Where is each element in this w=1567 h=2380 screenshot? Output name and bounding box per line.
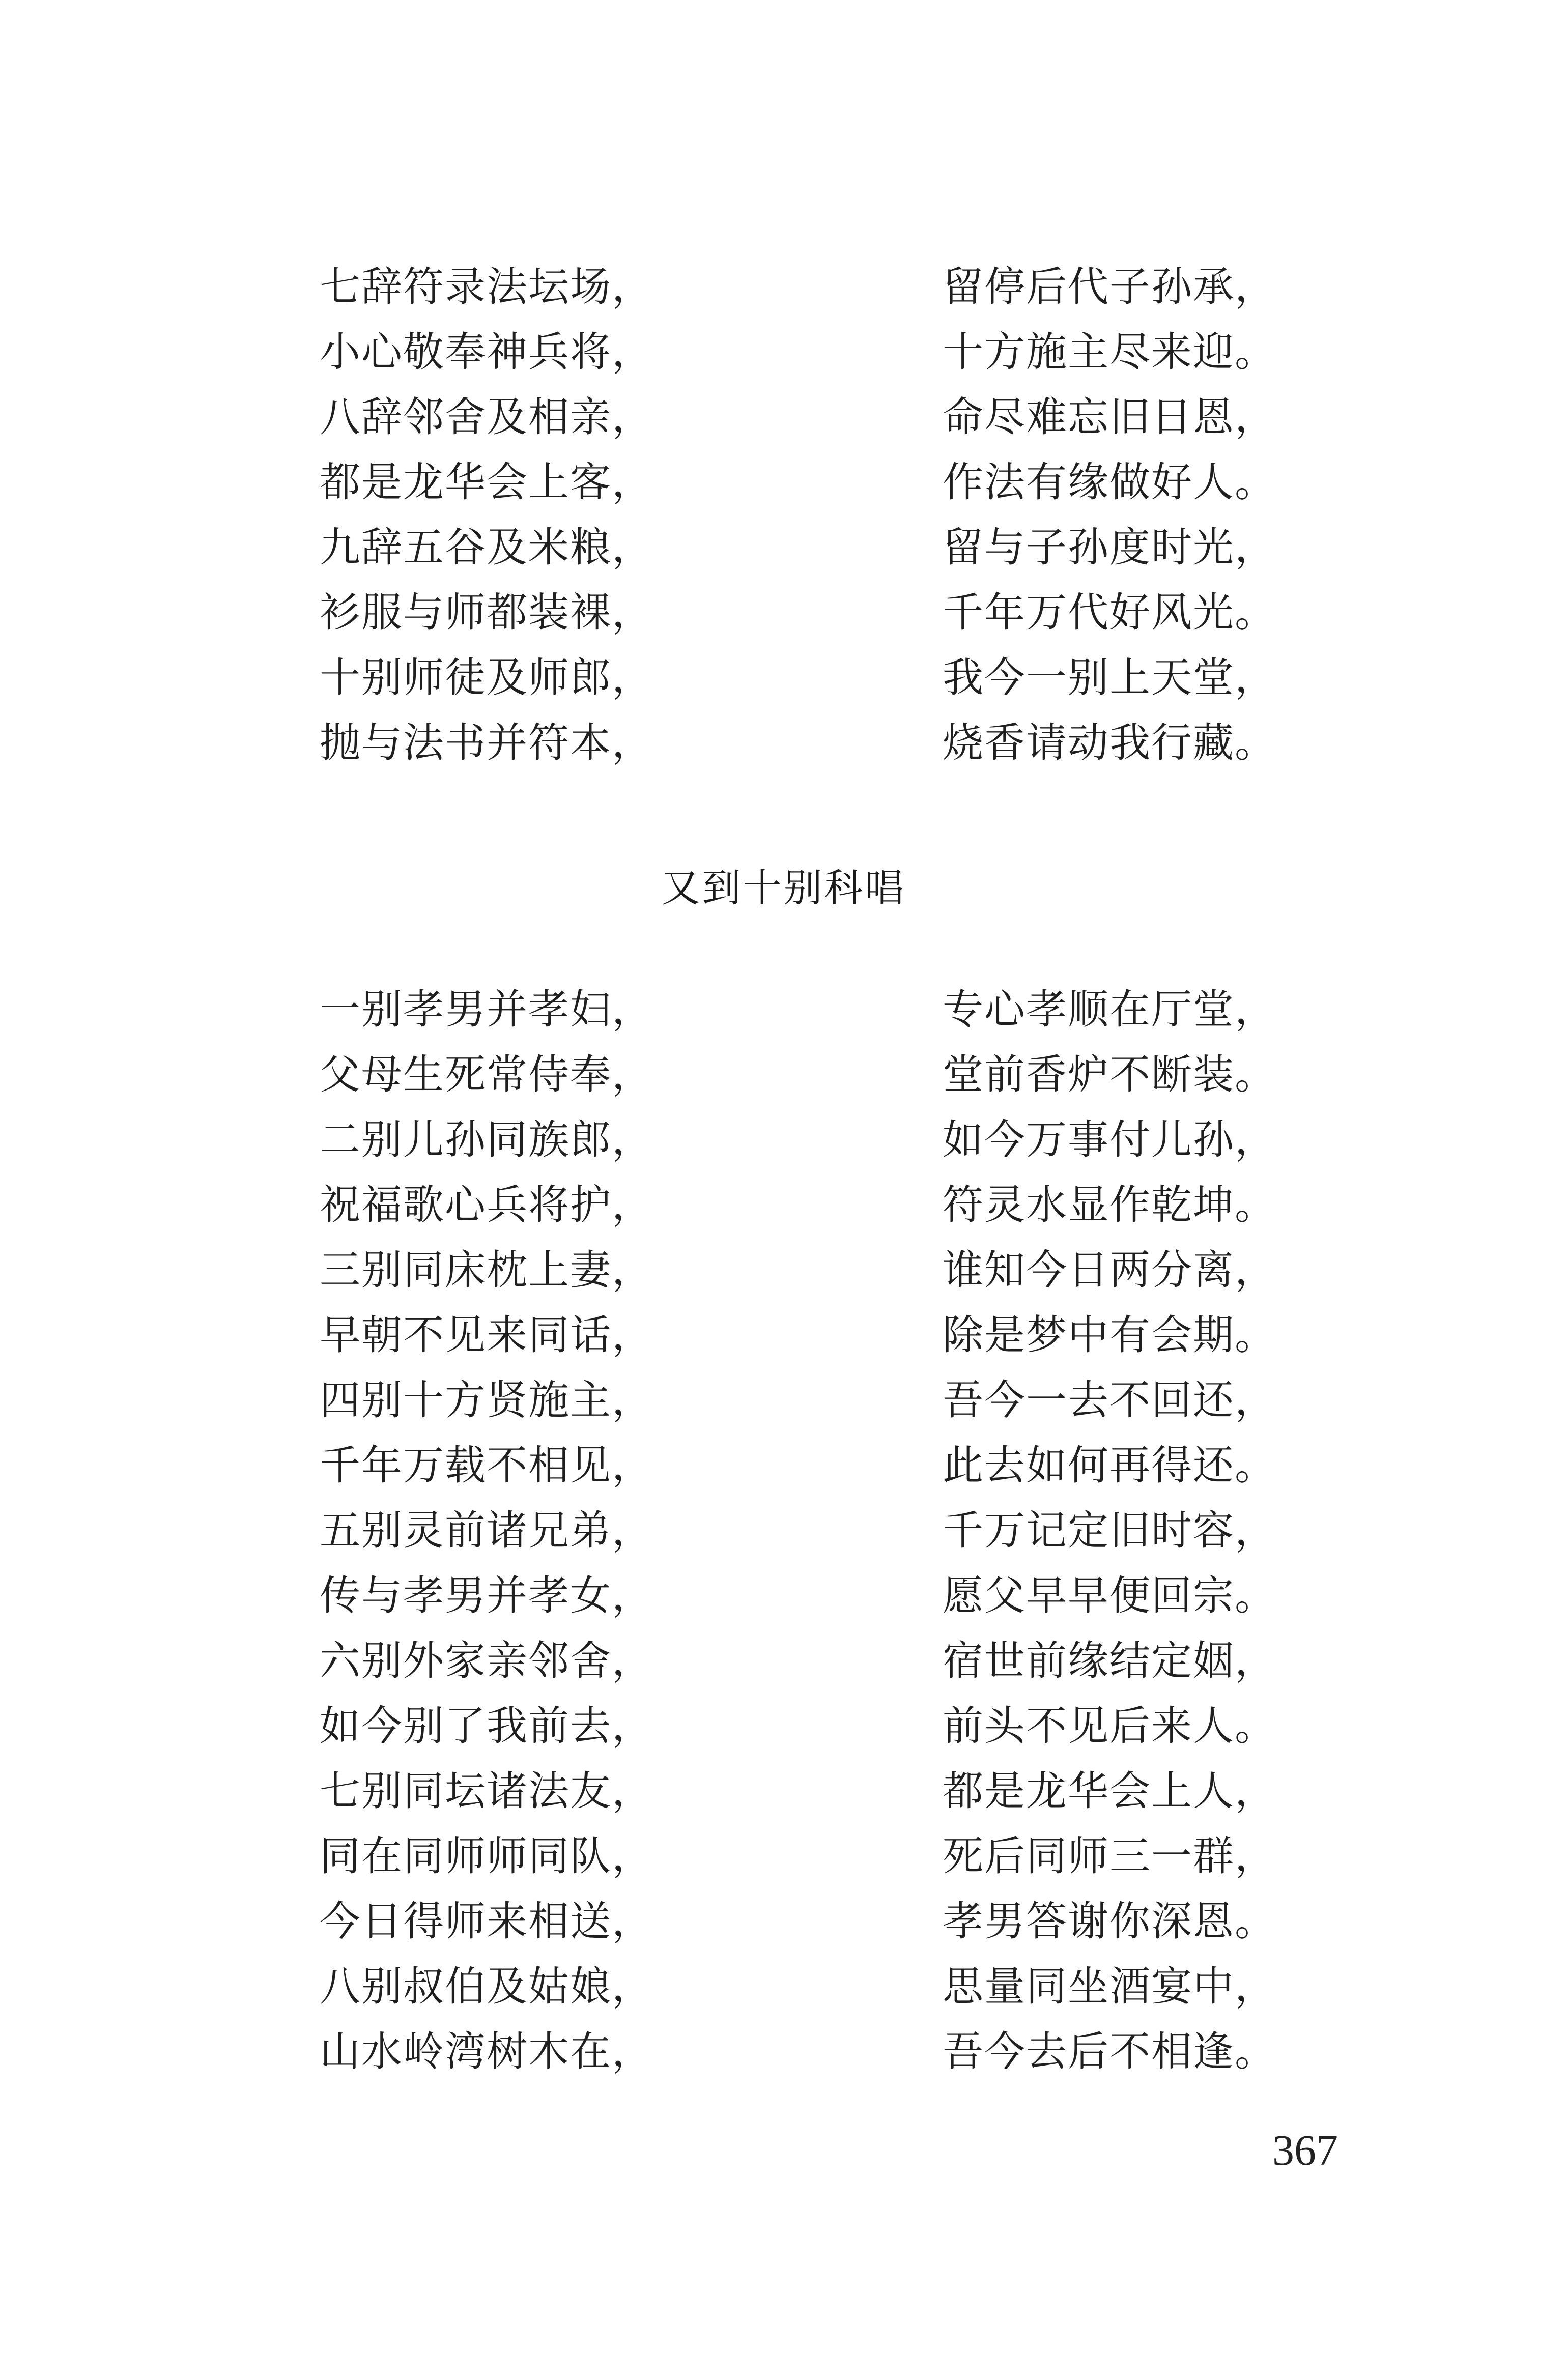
verse-line-left: 今日得师来相送，	[320, 1898, 653, 1945]
verse-line-right: 愿父早早便回宗。	[943, 1572, 1276, 1619]
verse-row	[0, 580, 1567, 645]
verse-line-right: 死后同师三一群，	[943, 1832, 1276, 1880]
verse-line-right: 我今一别上天堂，	[943, 654, 1276, 701]
verse-row	[0, 1172, 1567, 1238]
verse-row	[0, 254, 1567, 320]
verse-row	[0, 977, 1567, 1042]
verse-line-left: 三别同床枕上妻，	[320, 1246, 653, 1294]
verse-line-left: 如今别了我前去，	[320, 1702, 653, 1750]
verse-row	[0, 320, 1567, 385]
verse-line-right: 孝男答谢你深恩。	[943, 1898, 1276, 1945]
verse-line-right: 十方施主尽来迎。	[943, 328, 1276, 376]
section-heading: 又到十别科唱	[661, 865, 906, 910]
verse-block-1	[0, 254, 1567, 776]
verse-line-right: 千万记定旧时容，	[943, 1507, 1276, 1554]
verse-row	[0, 710, 1567, 776]
verse-row	[0, 1042, 1567, 1107]
verse-row	[0, 1563, 1567, 1628]
verse-line-right: 留与子孙度时光，	[943, 524, 1276, 571]
verse-line-left: 父母生死常侍奉，	[320, 1051, 653, 1098]
verse-line-left: 同在同师师同队，	[320, 1832, 653, 1880]
verse-row	[0, 450, 1567, 515]
verse-row	[0, 1824, 1567, 1889]
verse-line-left: 小心敬奉神兵将，	[320, 328, 653, 376]
verse-line-right: 专心孝顺在厅堂，	[943, 986, 1276, 1033]
verse-line-right: 千年万代好风光。	[943, 589, 1276, 636]
verse-row	[0, 1694, 1567, 1759]
verse-row	[0, 1628, 1567, 1694]
verse-row	[0, 1433, 1567, 1498]
verse-line-right: 命尽难忘旧日恩，	[943, 393, 1276, 441]
verse-line-left: 八辞邻舍及相亲，	[320, 393, 653, 441]
verse-line-left: 都是龙华会上客，	[320, 458, 653, 506]
verse-row	[0, 1889, 1567, 1954]
verse-line-right: 谁知今日两分离，	[943, 1246, 1276, 1294]
verse-line-right: 如今万事付儿孙，	[943, 1116, 1276, 1163]
verse-row	[0, 1368, 1567, 1433]
verse-line-left: 衫服与师都装裸，	[320, 589, 653, 636]
verse-line-left: 祝福歌心兵将护，	[320, 1181, 653, 1228]
verse-line-right: 吾今去后不相逢。	[943, 2028, 1276, 2075]
verse-line-left: 十别师徒及师郎，	[320, 654, 653, 701]
verse-line-left: 传与孝男并孝女，	[320, 1572, 653, 1619]
verse-line-left: 八别叔伯及姑娘，	[320, 1963, 653, 2010]
verse-line-left: 四别十方贤施主，	[320, 1377, 653, 1424]
verse-line-right: 符灵水显作乾坤。	[943, 1181, 1276, 1228]
verse-line-right: 除是梦中有会期。	[943, 1311, 1276, 1359]
verse-row	[0, 1498, 1567, 1563]
verse-line-right: 烧香请动我行藏。	[943, 719, 1276, 766]
verse-line-left: 九辞五谷及米粮，	[320, 524, 653, 571]
verse-line-right: 作法有缘做好人。	[943, 458, 1276, 506]
verse-row	[0, 1107, 1567, 1172]
verse-row	[0, 1759, 1567, 1824]
verse-line-left: 山水岭湾树木在，	[320, 2028, 653, 2075]
verse-line-left: 五别灵前诸兄弟，	[320, 1507, 653, 1554]
verse-line-left: 七别同坛诸法友，	[320, 1767, 653, 1815]
verse-line-left: 抛与法书并符本，	[320, 719, 653, 766]
verse-line-left: 早朝不见来同话，	[320, 1311, 653, 1359]
verse-block-2	[0, 977, 1567, 2084]
verse-line-left: 千年万载不相见，	[320, 1442, 653, 1489]
verse-line-right: 留停后代子孙承，	[943, 263, 1276, 310]
verse-line-right: 都是龙华会上人，	[943, 1767, 1276, 1815]
verse-line-left: 二别儿孙同族郎，	[320, 1116, 653, 1163]
page-number: 367	[1272, 2126, 1338, 2174]
verse-row	[0, 1238, 1567, 1303]
verse-line-left: 六别外家亲邻舍，	[320, 1637, 653, 1684]
verse-row	[0, 1303, 1567, 1368]
verse-line-right: 前头不见后来人。	[943, 1702, 1276, 1750]
verse-line-right: 吾今一去不回还，	[943, 1377, 1276, 1424]
verse-line-right: 宿世前缘结定姻，	[943, 1637, 1276, 1684]
verse-line-left: 一别孝男并孝妇，	[320, 986, 653, 1033]
verse-line-right: 堂前香炉不断装。	[943, 1051, 1276, 1098]
verse-line-right: 思量同坐酒宴中，	[943, 1963, 1276, 2010]
verse-row	[0, 645, 1567, 710]
verse-line-left: 七辞符录法坛场，	[320, 263, 653, 310]
verse-row	[0, 385, 1567, 450]
verse-row	[0, 1954, 1567, 2019]
verse-row	[0, 2019, 1567, 2084]
verse-line-right: 此去如何再得还。	[943, 1442, 1276, 1489]
verse-row	[0, 515, 1567, 580]
